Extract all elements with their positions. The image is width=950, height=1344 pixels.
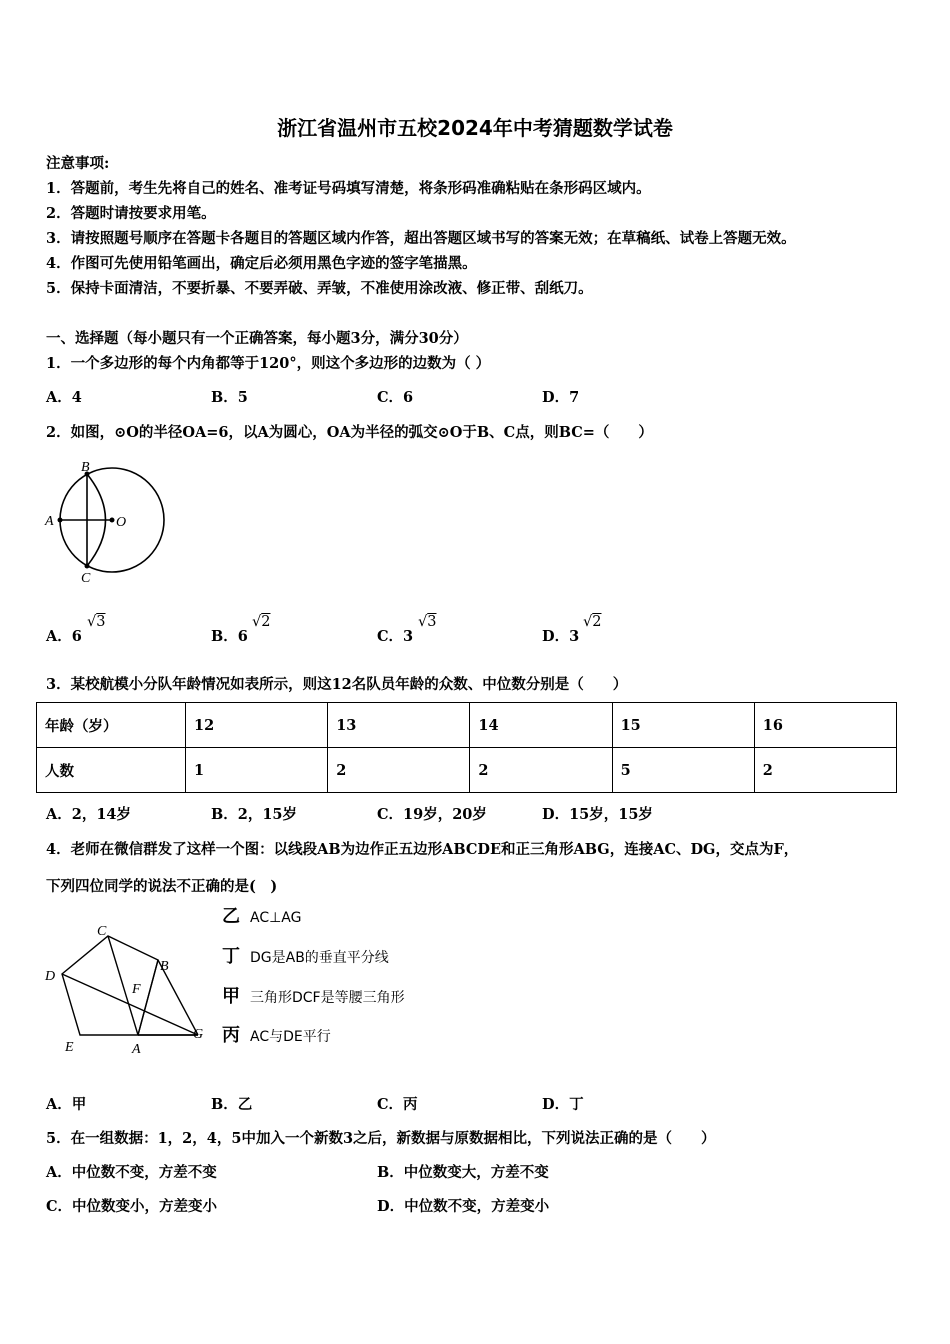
q2-label-a: A (45, 514, 54, 529)
q4-pentagon-figure (40, 918, 220, 1058)
q4-label-g: G (193, 1027, 204, 1042)
q4-label-f: F (132, 982, 141, 997)
table-cell: 1 (186, 748, 328, 793)
q2-label-c: C (81, 571, 91, 586)
table-cell: 16 (754, 703, 896, 748)
q4-statement-ding: 丁 DG是AB的垂直平分线 (222, 946, 389, 967)
q4-option-b: B．乙 (211, 1096, 253, 1113)
notice-item-1: 1．答题前，考生先将自己的姓名、准考证号码填写清楚，将条形码准确粘贴在条形码区域内。 (46, 180, 651, 197)
q4-option-d: D．丁 (542, 1096, 584, 1113)
table-cell: 2 (470, 748, 612, 793)
q5-option-b: B．中位数变大，方差不变 (377, 1164, 549, 1181)
q4-stem-line2: 下列四位同学的说法不正确的是( ) (46, 878, 278, 895)
q1-option-d: D．7 (542, 389, 580, 406)
q4-label-c: C (97, 924, 107, 939)
q3-option-d: D．15岁，15岁 (542, 806, 653, 823)
table-cell: 年龄（岁） (37, 703, 186, 748)
q2-option-c: C．3 (377, 628, 414, 645)
q2-label-b: B (81, 460, 90, 475)
q4-option-c: C．丙 (377, 1096, 418, 1113)
q4-label-a: A (132, 1042, 141, 1057)
notice-item-3: 3．请按照题号顺序在答题卡各题目的答题区域内作答，超出答题区域书写的答案无效；在草稿纸、试卷上答题无效。 (46, 230, 796, 247)
notice-item-5: 5．保持卡面清洁，不要折暴、不要弄破、弄皱，不准使用涂改液、修正带、刮纸刀。 (46, 280, 593, 297)
q5-option-c: C．中位数变小，方差变小 (46, 1198, 218, 1215)
age-table (36, 702, 897, 793)
table-cell: 13 (328, 703, 470, 748)
table-cell: 5 (612, 748, 754, 793)
q3-option-b: B．2，15岁 (211, 806, 298, 823)
q2-option-b: B．6 (211, 628, 248, 645)
notice-item-4: 4．作图可先使用铅笔画出，确定后必须用黑色字迹的签字笔描黑。 (46, 255, 477, 272)
q4-label-b: B (160, 959, 169, 974)
q4-statement-jia: 甲 三角形DCF是等腰三角形 (222, 986, 405, 1007)
q2-option-d-radical: √2 (583, 614, 602, 630)
table-cell: 14 (470, 703, 612, 748)
table-row (37, 703, 897, 748)
q2-option-c-radical: √3 (418, 614, 437, 630)
q1-option-a: A．4 (46, 389, 82, 406)
q2-option-a: A．6 (46, 628, 82, 645)
notice-item-2: 2．答题时请按要求用笔。 (46, 205, 216, 222)
q3-option-a: A．2，14岁 (46, 806, 132, 823)
notice-heading: 注意事项: (46, 155, 110, 172)
q5-stem: 5．在一组数据：1，2，4，5中加入一个新数3之后，新数据与原数据相比，下列说法正确的是（ ） (46, 1130, 716, 1147)
q4-statement-bing: 丙 AC与DE平行 (222, 1025, 331, 1046)
table-cell: 2 (754, 748, 896, 793)
q3-option-c: C．19岁，20岁 (377, 806, 487, 823)
q4-statement-yi: 乙 AC⊥AG (222, 906, 302, 927)
page-title: 浙江省温州市五校2024年中考猜题数学试卷 (277, 116, 673, 140)
q2-option-a-radical: √3 (87, 614, 106, 630)
q5-option-d: D．中位数不变，方差变小 (377, 1198, 550, 1215)
table-row (37, 748, 897, 793)
q1-stem: 1．一个多边形的每个内角都等于120°，则这个多边形的边数为（ ） (46, 355, 491, 372)
q4-option-a: A．甲 (46, 1096, 87, 1113)
q1-option-c: C．6 (377, 389, 414, 406)
q1-option-b: B．5 (211, 389, 248, 406)
q4-stem-line1: 4．老师在微信群发了这样一个图：以线段AB为边作正五边形ABCDE和正三角形ABG，连接AC、DG，交点为F， (46, 841, 799, 858)
table-cell: 12 (186, 703, 328, 748)
q4-label-e: E (65, 1040, 74, 1055)
q3-stem: 3．某校航模小分队年龄情况如表所示，则这12名队员年龄的众数、中位数分别是（ ） (46, 676, 628, 693)
q5-option-a: A．中位数不变，方差不变 (46, 1164, 217, 1181)
table-cell: 2 (328, 748, 470, 793)
q2-stem: 2．如图，⊙O的半径OA=6，以A为圆心，OA为半径的弧交⊙O于B、C点，则BC=（ ） (46, 424, 653, 441)
section-heading: 一、选择题（每小题只有一个正确答案，每小题3分，满分30分） (46, 330, 468, 347)
table-cell: 15 (612, 703, 754, 748)
q2-option-b-radical: √2 (252, 614, 271, 630)
q2-circle-figure (40, 458, 170, 586)
q4-label-d: D (45, 969, 56, 984)
q2-label-o: O (116, 515, 127, 530)
q2-option-d: D．3 (542, 628, 580, 645)
table-cell: 人数 (37, 748, 186, 793)
